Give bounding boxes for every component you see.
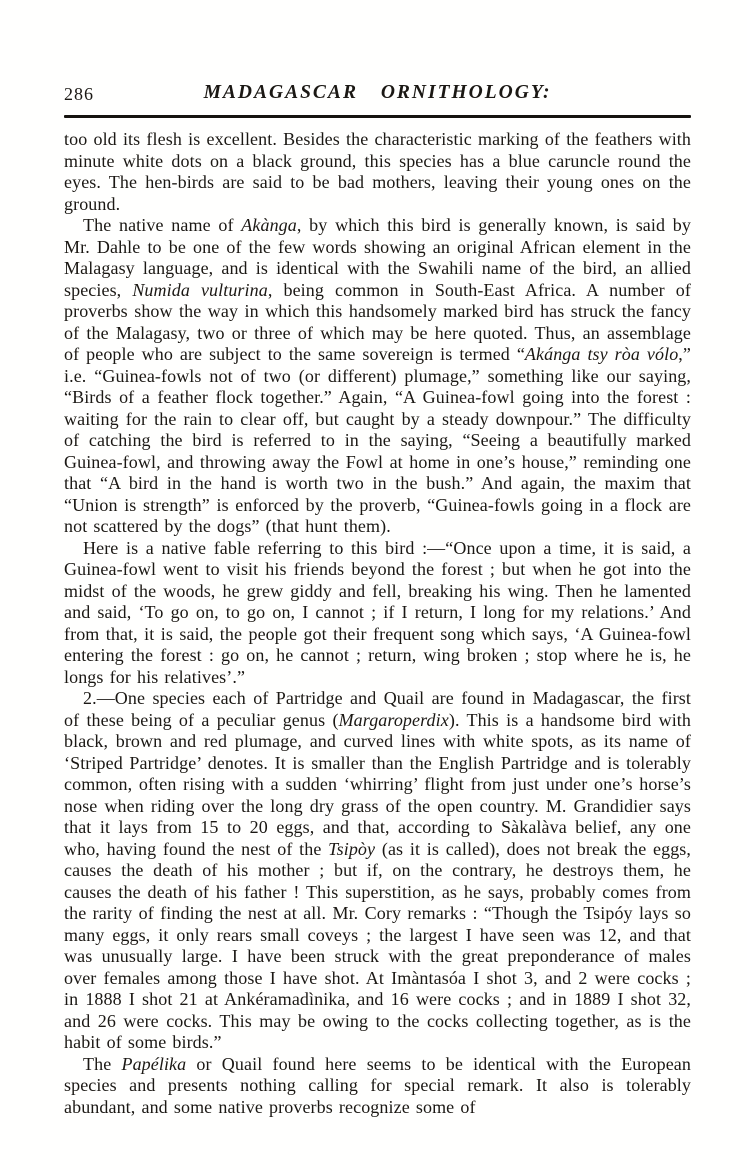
text-run: The native name of [83, 215, 242, 235]
text-run: ,” i.e. “Guinea-fowls not of two (or different) plumage,” something like our saying, “Birds of a feather flock together.” Again, “A Guinea-fowl going into the forest : waiting for the rain to clear off, but caught by a steady downpour.” The difficulty of catching the bird is referred to in the saying, “Seeing a beautifully marked Guinea-fowl, and throwing away the Fowl at home in one’s house,” reminding one that “A bird in the hand is worth two in the bush.” And again, the maxim that “Union is strength” is enforced by the proverb, “Guinea-fowls going in a flock are not scattered by the dogs” (that hunt them). [64, 344, 691, 536]
text-run: (as it is called), does not break the eggs, causes the death of his mother ; but if, on the contrary, he destroys them, he causes the death of his father ! This superstition, as he says, probably comes from the rarity of finding the nest at all. Mr. Cory remarks : “Though the Tsipóy lays so many eggs, it only rears small coveys ; the largest I have seen was 12, and that was unusually large. I have been struck with the great preponderance of males over females among those I have shot. At Imàntasóa I shot 3, and 2 were cocks ; in 1888 I shot 21 at Ankéramadìnika, and 16 were cocks ; and in 1889 I shot 32, and 26 were cocks. This may be owing to the cocks collecting together, as is the habit of some birds.” [64, 838, 691, 1052]
text-run: Here is a native fable referring to this bird :—“Once upon a time, it is said, a Guinea-fowl went to visit his friends beyond the forest ; but when he got into the midst of the woods, he grew giddy and fell, breaking his wing. Then he lamented and said, ‘To go on, to go on, I cannot ; if I return, I long for my relations.’ And from that, it is said, the people got their frequent song which says, ‘A Guinea-fowl entering the forest : go on, he cannot ; return, wing broken ; stop where he is, he longs for his relatives’.” [64, 537, 691, 687]
text-run: 2.—One species each of Partridge and Quail are found in Madagascar, the first of these being of a peculiar genus ( [64, 688, 691, 730]
text-run: , being common in South-East Africa. A number of proverbs show the way in which this handsomely marked bird has struck the fancy of the Malagasy, two or three of which may be here quoted. Thus, an assemblage of people who are subject to the same sovereign is termed “ [64, 279, 691, 364]
paragraph [64, 1054, 691, 1119]
italic-text-run: Numida vulturina [132, 279, 268, 300]
text-run: too old its flesh is excellent. Besides the characteristic marking of the feathers with minute white dots on a black ground, this species has a blue caruncle round the eyes. The hen-birds are said to be bad mothers, leaving their young ones on the ground. [64, 129, 691, 214]
italic-text-run: Akánga tsy ròa vólo [524, 344, 679, 364]
page-content [64, 82, 691, 1118]
paragraph [64, 129, 691, 215]
italic-text-run: Papélika [121, 1053, 187, 1074]
italic-text-run: Tsipòy [328, 838, 376, 859]
page-number: 286 [64, 84, 94, 104]
italic-text-run: Akànga [241, 215, 297, 235]
italic-text-run: Margaroperdix [338, 709, 449, 730]
text-run: , by which this bird is generally known, is said by Mr. Dahle to be one of the few words showing an original African element in the Malagasy language, and is identical with the Swahili name of the bird, an allied species, [64, 215, 692, 300]
text-run: or Quail found here seems to be identical with the European species and presents nothing calling for special remark. It also is tolerably abundant, and some native proverbs recognize some of [64, 1053, 691, 1117]
running-title: MADAGASCAR ORNITHOLOGY: [203, 82, 552, 103]
paragraph [64, 688, 691, 1054]
paragraph [64, 538, 691, 689]
text-run: The [83, 1053, 122, 1074]
header-rule [64, 115, 691, 118]
running-head [64, 82, 691, 108]
paragraph [64, 215, 691, 538]
text-run: ). This is a handsome bird with black, brown and red plumage, and curved lines with white spots, as its name of ‘Striped Partridge’ denotes. It is smaller than the English Partridge and is tolerably common, often rising with a sudden ‘whirring’ flight from just under one’s horse’s nose when riding over the long dry grass of the open country. M. Grandidier says that it lays from 15 to 20 eggs, and that, according to Sàkalàva belief, any one who, having found the nest of the [64, 709, 691, 859]
page-body [64, 129, 691, 1118]
